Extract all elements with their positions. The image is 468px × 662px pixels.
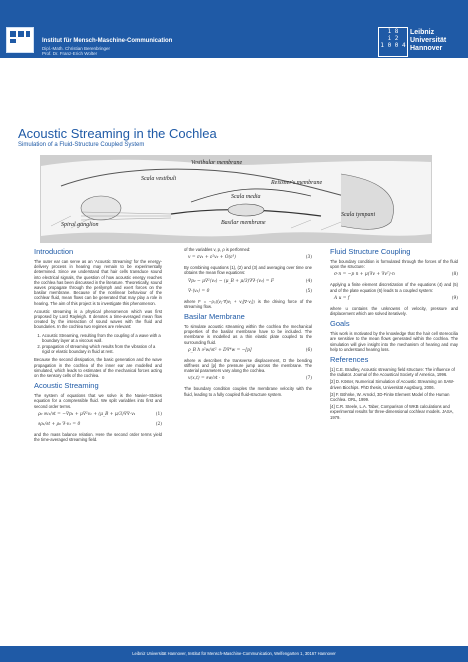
streaming-regimes-list [42, 333, 162, 355]
university-name-line-3: Hannover [410, 45, 443, 52]
list-item: 1. Acoustic Streaming, resulting from the coupling of a wave with a boundary layer at a viscous wall. [42, 333, 162, 343]
reference-item: [1] C.E. Bradley, Acoustic streaming field structure: The influence of the radiator. Journal of the Acoustical Society of America, 1996. [330, 367, 455, 378]
equation-1 [38, 412, 162, 418]
label-vestibular-membrane: Vestibular membrane [191, 160, 243, 166]
institute-logo-caption: Wolfenbit [11, 46, 29, 51]
cochlea-cross-section-figure [40, 155, 432, 243]
equation-8-number: (8) [451, 272, 458, 278]
label-scala-media: Scala media [231, 194, 261, 200]
basilar-paragraph-2: where w describes the transverse displacement, D the bending stiffness and [p] the pressure jump across the membrane. The material parameters vary along the cochlea. [184, 357, 312, 374]
label-basilar-membrane: Basilar membrane [221, 220, 266, 226]
label-scala-tympani: Scala tympani [341, 212, 376, 218]
equation-3 [188, 255, 312, 261]
university-name-line-2: Universität [410, 37, 447, 44]
institute-name: Institut für Mensch-Maschine-Communication [42, 38, 173, 44]
equation-4-number: (4) [305, 278, 312, 284]
coupling-paragraph-2: Applying a finite element discretization of the equations (4) and (5) and of the plate equation (6) leads to a coupled system: [330, 282, 458, 293]
equation-2-number: (2) [155, 421, 162, 427]
column-right [330, 247, 458, 423]
heading-goals: Goals [330, 319, 350, 329]
equation-7-number: (7) [305, 376, 312, 382]
heading-acoustic-streaming: Acoustic Streaming [34, 381, 99, 391]
equation-7 [188, 376, 312, 382]
equation-1-body: ρ₀ ∂v₁/∂t = −∇p₁ + μ∇²v₁ + (μ_B + μ/3)∇∇·v₁ [38, 411, 136, 417]
equation-3-body: v = εv₁ + ε²v₂ + O(ε³) [188, 255, 236, 261]
equation-7-body: v(x,t) = ∂w/∂t · n [188, 376, 225, 382]
equation-2-body: ∂ρ₁/∂t + ρ₀ ∇·v₁ = 0 [38, 421, 81, 427]
equation-4 [188, 279, 312, 285]
heading-introduction: Introduction [34, 247, 74, 256]
basilar-paragraph-1: To simulate acoustic streaming within the cochlea the mechanical properties of the basilar membrane have to be included. The membrane is modelled as a thin elastic plate coupled to the surrounding fluid. [184, 324, 312, 345]
equation-5-number: (5) [305, 288, 312, 294]
intro-paragraph-2: Acoustic streaming is a physical phenomenon which was first proposed by Lord Rayleigh. It denotes a time-averaged mean flow created by the interaction of sound waves with the fluid and boundaries. In the cochlea two regimes are relevant: [34, 308, 162, 330]
equation-6-body: ρ_B h ∂²w/∂t² + D∇⁴w = −[p] [188, 347, 252, 353]
header-banner [0, 0, 468, 58]
column-middle [184, 247, 312, 400]
goals-paragraph: This work is motivated by the knowledge that the hair cell stereocilia are sensitive to the mean flows generated within the cochlea. The simulation will give insight into the mechanism of hearing and may help to understand hearing loss. [330, 331, 458, 352]
intro-paragraph-3: Because the second dissipation, the basic generation and the wave propagation in the cochlea of the inner ear are modelled and simulated, which leads to estimates of the mechanical forces acting on the sensory cells of the cochlea. [34, 357, 162, 379]
basilar-paragraph-3: The boundary condition couples the membrane velocity with the fluid, leading to a fully coupled fluid-structure system. [184, 386, 312, 397]
author-line-2: Prof. Dr. Franz-Erich Wolter [42, 51, 98, 56]
equation-1-number: (1) [155, 411, 162, 417]
heading-fluid-structure-coupling: Fluid Structure Coupling [330, 247, 411, 256]
luh-logo-line-1: 1 8 [387, 28, 399, 35]
footer-bar: Leibniz Universität Hannover, Institut für Mensch-Maschine-Communication, Welfengarten 1, 30167 Hannover [0, 646, 468, 662]
equation-4-body: ∇p₂ − μ∇²⟨v₂⟩ − (μ_B + μ/3)∇∇·⟨v₂⟩ = F [188, 278, 274, 284]
equation-5 [188, 289, 312, 295]
heading-basilar-membrane: Basilar Membrane [184, 312, 245, 322]
equation-6-number: (6) [305, 347, 312, 353]
equation-9-number: (9) [451, 295, 458, 301]
reference-item: [2] D. Köster, Numerical Simulation of Acoustic Streaming on SAW-driven Biochips. PhD thesis, Universität Augsburg, 2006. [330, 379, 455, 390]
luh-logo-line-2: i 2 [387, 35, 399, 42]
label-scala-vestibuli: Scala vestibuli [141, 176, 177, 182]
column-left [34, 247, 162, 445]
equation-3-number: (3) [305, 255, 312, 261]
list-item: 2. propagation of streaming which results from the vibration of a rigid or elastic boundary in fluid at rest. [42, 344, 162, 354]
label-reissners-membrane: Reissner's membrane [271, 180, 323, 186]
university-name-line-1: Leibniz [410, 29, 435, 36]
coupling-paragraph-1: The boundary condition is formulated through the forces of the fluid upon the structure: [330, 259, 458, 270]
intro-paragraph-1: The outer ear can serve as an 'Acoustic Streaming' for the energy-delivery process in hearing may remain to be experimentally determined. Since we understand that hair cells transduce sound into electrical signals, the question of how acoustic energy reaches the cochlea has been discussed in the literature. Theoretically, sound waves propagate through the perilymph and exert forces on the basilar membrane. Because of the nonlinear behaviour of the cochlear fluid, mean flows can be generated that may play a role in hearing. The aim of this project is to investigate this phenomenon. [34, 259, 162, 306]
equation-2 [38, 422, 162, 428]
label-spiral-ganglion: Spiral ganglion [61, 222, 99, 228]
equation-8-body: σ·n = −p n + μ(∇v + ∇vᵀ)·n [334, 272, 395, 278]
equation-9 [334, 296, 458, 302]
reference-item: [3] F. Böhnke, W. Arnold, 3D-Finite Element Model of the Human Cochlea. ORL, 1999. [330, 391, 450, 403]
coupling-paragraph-3: where u contains the unknowns of velocity, pressure and displacement which are solved iteratively. [330, 305, 458, 317]
university-name [410, 29, 446, 53]
mean-flow-paragraph: By combining equations (1), (2) and (3) and averaging over time one obtains the mean flow equations: [184, 265, 312, 276]
heading-references: References [330, 355, 369, 365]
force-paragraph: where F = −ρ₀⟨(v₁·∇)v₁ + v₁(∇·v₁)⟩ is the driving force of the streaming flow. [184, 298, 312, 309]
equation-5-body: ∇·⟨v₂⟩ = 0 [188, 288, 210, 294]
poster-title: Acoustic Streaming in the Cochlea [18, 126, 217, 141]
equation-6 [188, 348, 312, 354]
luh-logo [378, 27, 408, 57]
poster-subtitle: Simulation of a Fluid-Structure Coupled System [18, 142, 145, 148]
equation-9-body: A u = f [334, 295, 350, 301]
acoustic-paragraph-1: The system of equations that we solve is the Navier–Stokes equation for a compressible fluid. We split variables into first and second order terms. [34, 393, 162, 409]
equation-8 [334, 272, 458, 278]
references-list [330, 367, 458, 420]
expansion-paragraph: of the variables v, p, ρ is performed: [184, 247, 251, 252]
luh-logo-line-3: 1 0 0 4 [380, 42, 406, 49]
author-line-1: Dipl.-Math. Christian Berenbringer [42, 46, 111, 51]
acoustic-paragraph-2: and the mass balance relation. Here the second order terms yield the time-averaged streaming field. [34, 431, 162, 443]
reference-item: [4] C.R. Steele, L.A. Taber, Comparison of WKB calculations and experimental results for three-dimensional cochlear models. JASA, 1979. [330, 404, 454, 420]
